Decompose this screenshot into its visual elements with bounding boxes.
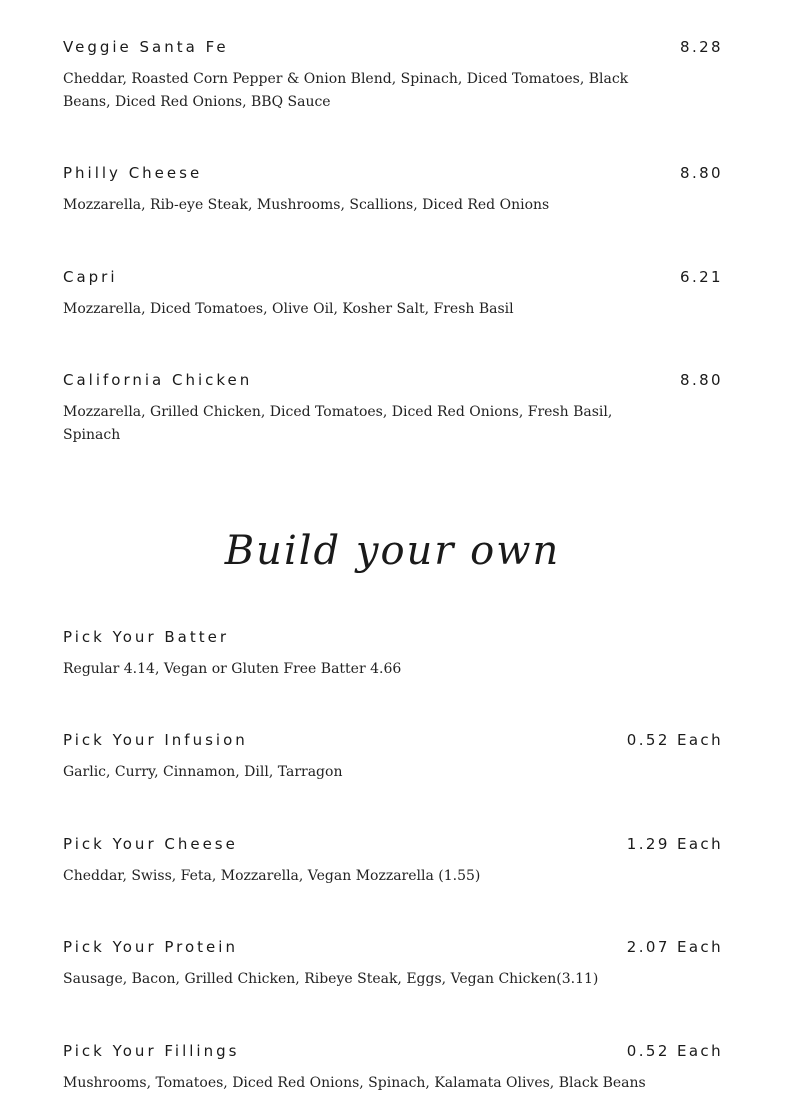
build-item-price: 0.52 Each (626, 731, 723, 749)
build-item-description: Mushrooms, Tomatoes, Diced Red Onions, Spinach, Kalamata Olives, Black Beans (63, 1075, 646, 1091)
build-item (63, 1042, 721, 1095)
build-item-name: Pick Your Fillings (63, 1042, 240, 1060)
build-item (63, 938, 721, 991)
build-item-description: Regular 4.14, Vegan or Gluten Free Batter 4.66 (63, 661, 402, 677)
menu-item (63, 371, 721, 447)
build-item (63, 731, 721, 784)
build-item-price: 1.29 Each (626, 835, 723, 853)
menu-item (63, 268, 721, 321)
menu-item-name: Veggie Santa Fe (63, 38, 229, 56)
menu-item-description: Mozzarella, Diced Tomatoes, Olive Oil, Kosher Salt, Fresh Basil (63, 301, 514, 317)
build-item (63, 628, 721, 681)
section-title: Build your own (224, 528, 561, 574)
build-item-name: Pick Your Infusion (63, 731, 248, 749)
build-item-description: Sausage, Bacon, Grilled Chicken, Ribeye Steak, Eggs, Vegan Chicken(3.11) (63, 971, 599, 987)
build-item-description: Garlic, Curry, Cinnamon, Dill, Tarragon (63, 764, 343, 780)
menu-item (63, 38, 721, 114)
menu-item-name: Philly Cheese (63, 164, 203, 182)
build-item-name: Pick Your Cheese (63, 835, 238, 853)
build-item-name: Pick Your Protein (63, 938, 238, 956)
build-item (63, 835, 721, 888)
build-item-name: Pick Your Batter (63, 628, 230, 646)
menu-item-name: Capri (63, 268, 118, 286)
menu-item-description: Mozzarella, Grilled Chicken, Diced Tomatoes, Diced Red Onions, Fresh Basil, Spinach (63, 404, 613, 443)
menu-item-price: 8.28 (680, 38, 723, 56)
menu-item-name: California Chicken (63, 371, 253, 389)
menu-item-price: 8.80 (680, 371, 723, 389)
menu-item-price: 6.21 (680, 268, 723, 286)
build-item-price: 2.07 Each (626, 938, 723, 956)
build-item-description: Cheddar, Swiss, Feta, Mozzarella, Vegan Mozzarella (1.55) (63, 868, 481, 884)
menu-item-price: 8.80 (680, 164, 723, 182)
menu-item-description: Mozzarella, Rib-eye Steak, Mushrooms, Scallions, Diced Red Onions (63, 197, 550, 213)
menu-item-description: Cheddar, Roasted Corn Pepper & Onion Blend, Spinach, Diced Tomatoes, Black Beans, Diced Red Onions, BBQ Sauce (63, 71, 629, 110)
build-item-price: 0.52 Each (626, 1042, 723, 1060)
menu-item (63, 164, 721, 217)
